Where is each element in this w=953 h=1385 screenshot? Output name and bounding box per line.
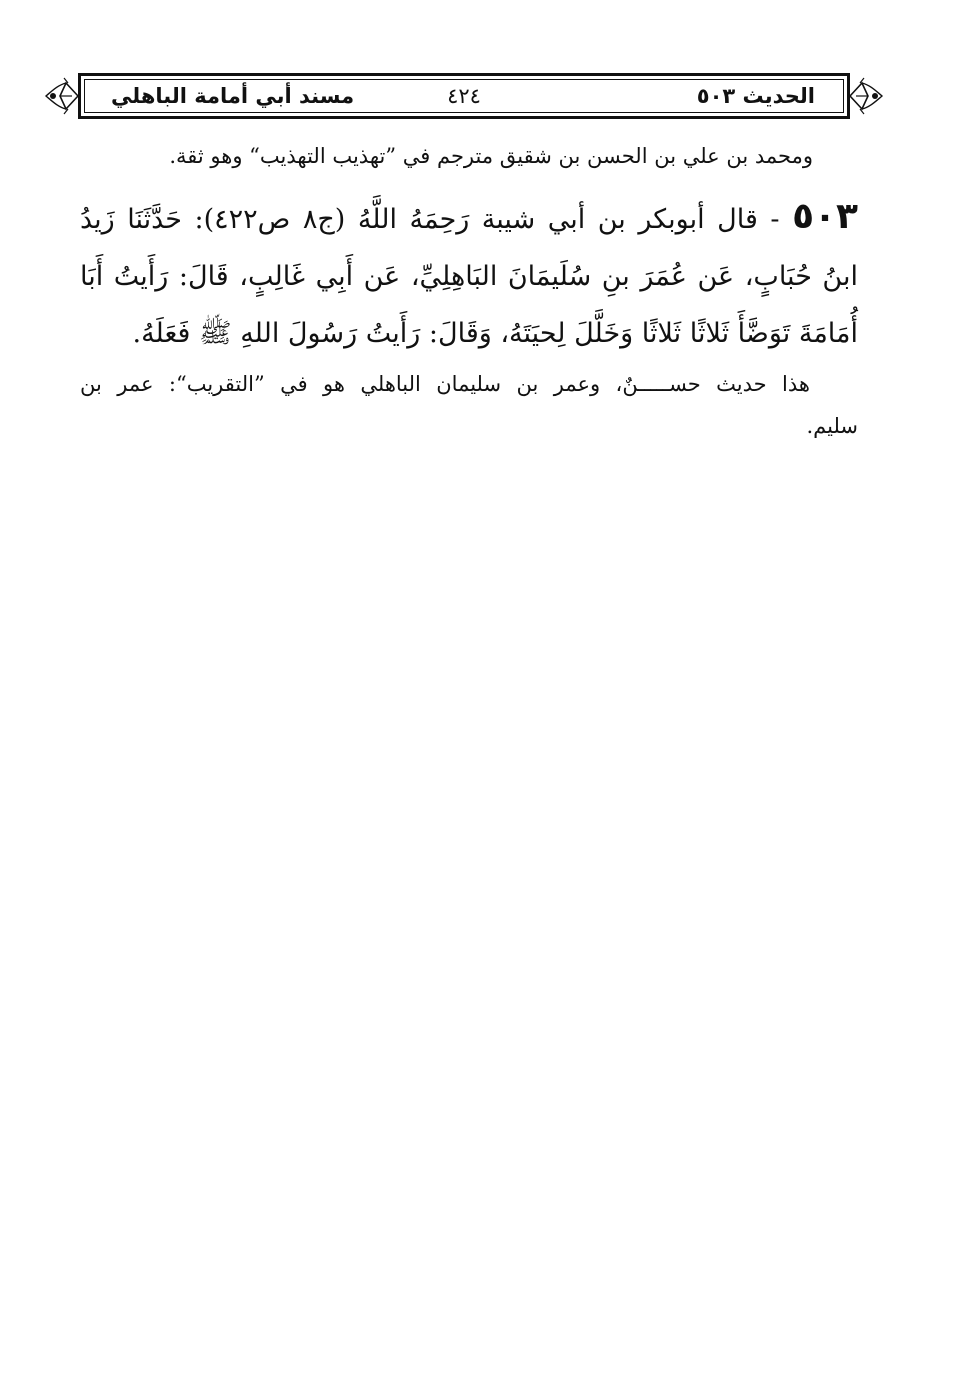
hadith-block — [80, 188, 858, 362]
narrator-note: ومحمد بن علي بن الحسن بن شقيق مترجم في ”تهذيب التهذيب“ وهو ثقة. — [169, 144, 813, 168]
hadith-number: ٥٠٣ — [792, 196, 858, 237]
running-header — [78, 73, 850, 119]
hadith-line-3: أُمَامَةَ تَوَضَّأَ ثَلاثًا ثَلاثًا وَخَلَّلَ لِحيَتَهُ، وَقَالَ: رَأَيتُ رَسُولَ اللهِ ﷺ فَعَلَهُ. — [132, 318, 858, 349]
commentary-line-1: هذا حديث حســـــنٌ، وعمر بن سليمان الباهلي هو في ”التقريب“: عمر بن — [80, 372, 810, 396]
hadith-line-2: ابنُ حُبَابٍ، عَن عُمَرَ بنِ سُلَيمَانَ البَاهِلِيِّ، عَن أَبِي غَالِبٍ، قَالَ: رَأَيتُ أَبَا — [80, 261, 858, 292]
commentary-line-2: سليم. — [806, 414, 858, 438]
commentary-block — [80, 363, 858, 447]
header-ornament-left-icon — [44, 75, 78, 117]
hadith-isnad-start: - قال أبوبكر بن أبي شيبة رَحِمَهُ اللَّهُ (ج٨ ص٤٢٢): حَدَّثَنَا زَيدُ — [80, 204, 780, 235]
header-ornament-right-icon — [850, 75, 884, 117]
hadith-line-1 — [80, 188, 858, 248]
page-number: ٤٢٤ — [447, 84, 481, 108]
header-hadith-label: الحديث ٥٠٣ — [696, 84, 815, 108]
header-book-title: مسند أبي أمامة الباهلي — [111, 84, 355, 108]
